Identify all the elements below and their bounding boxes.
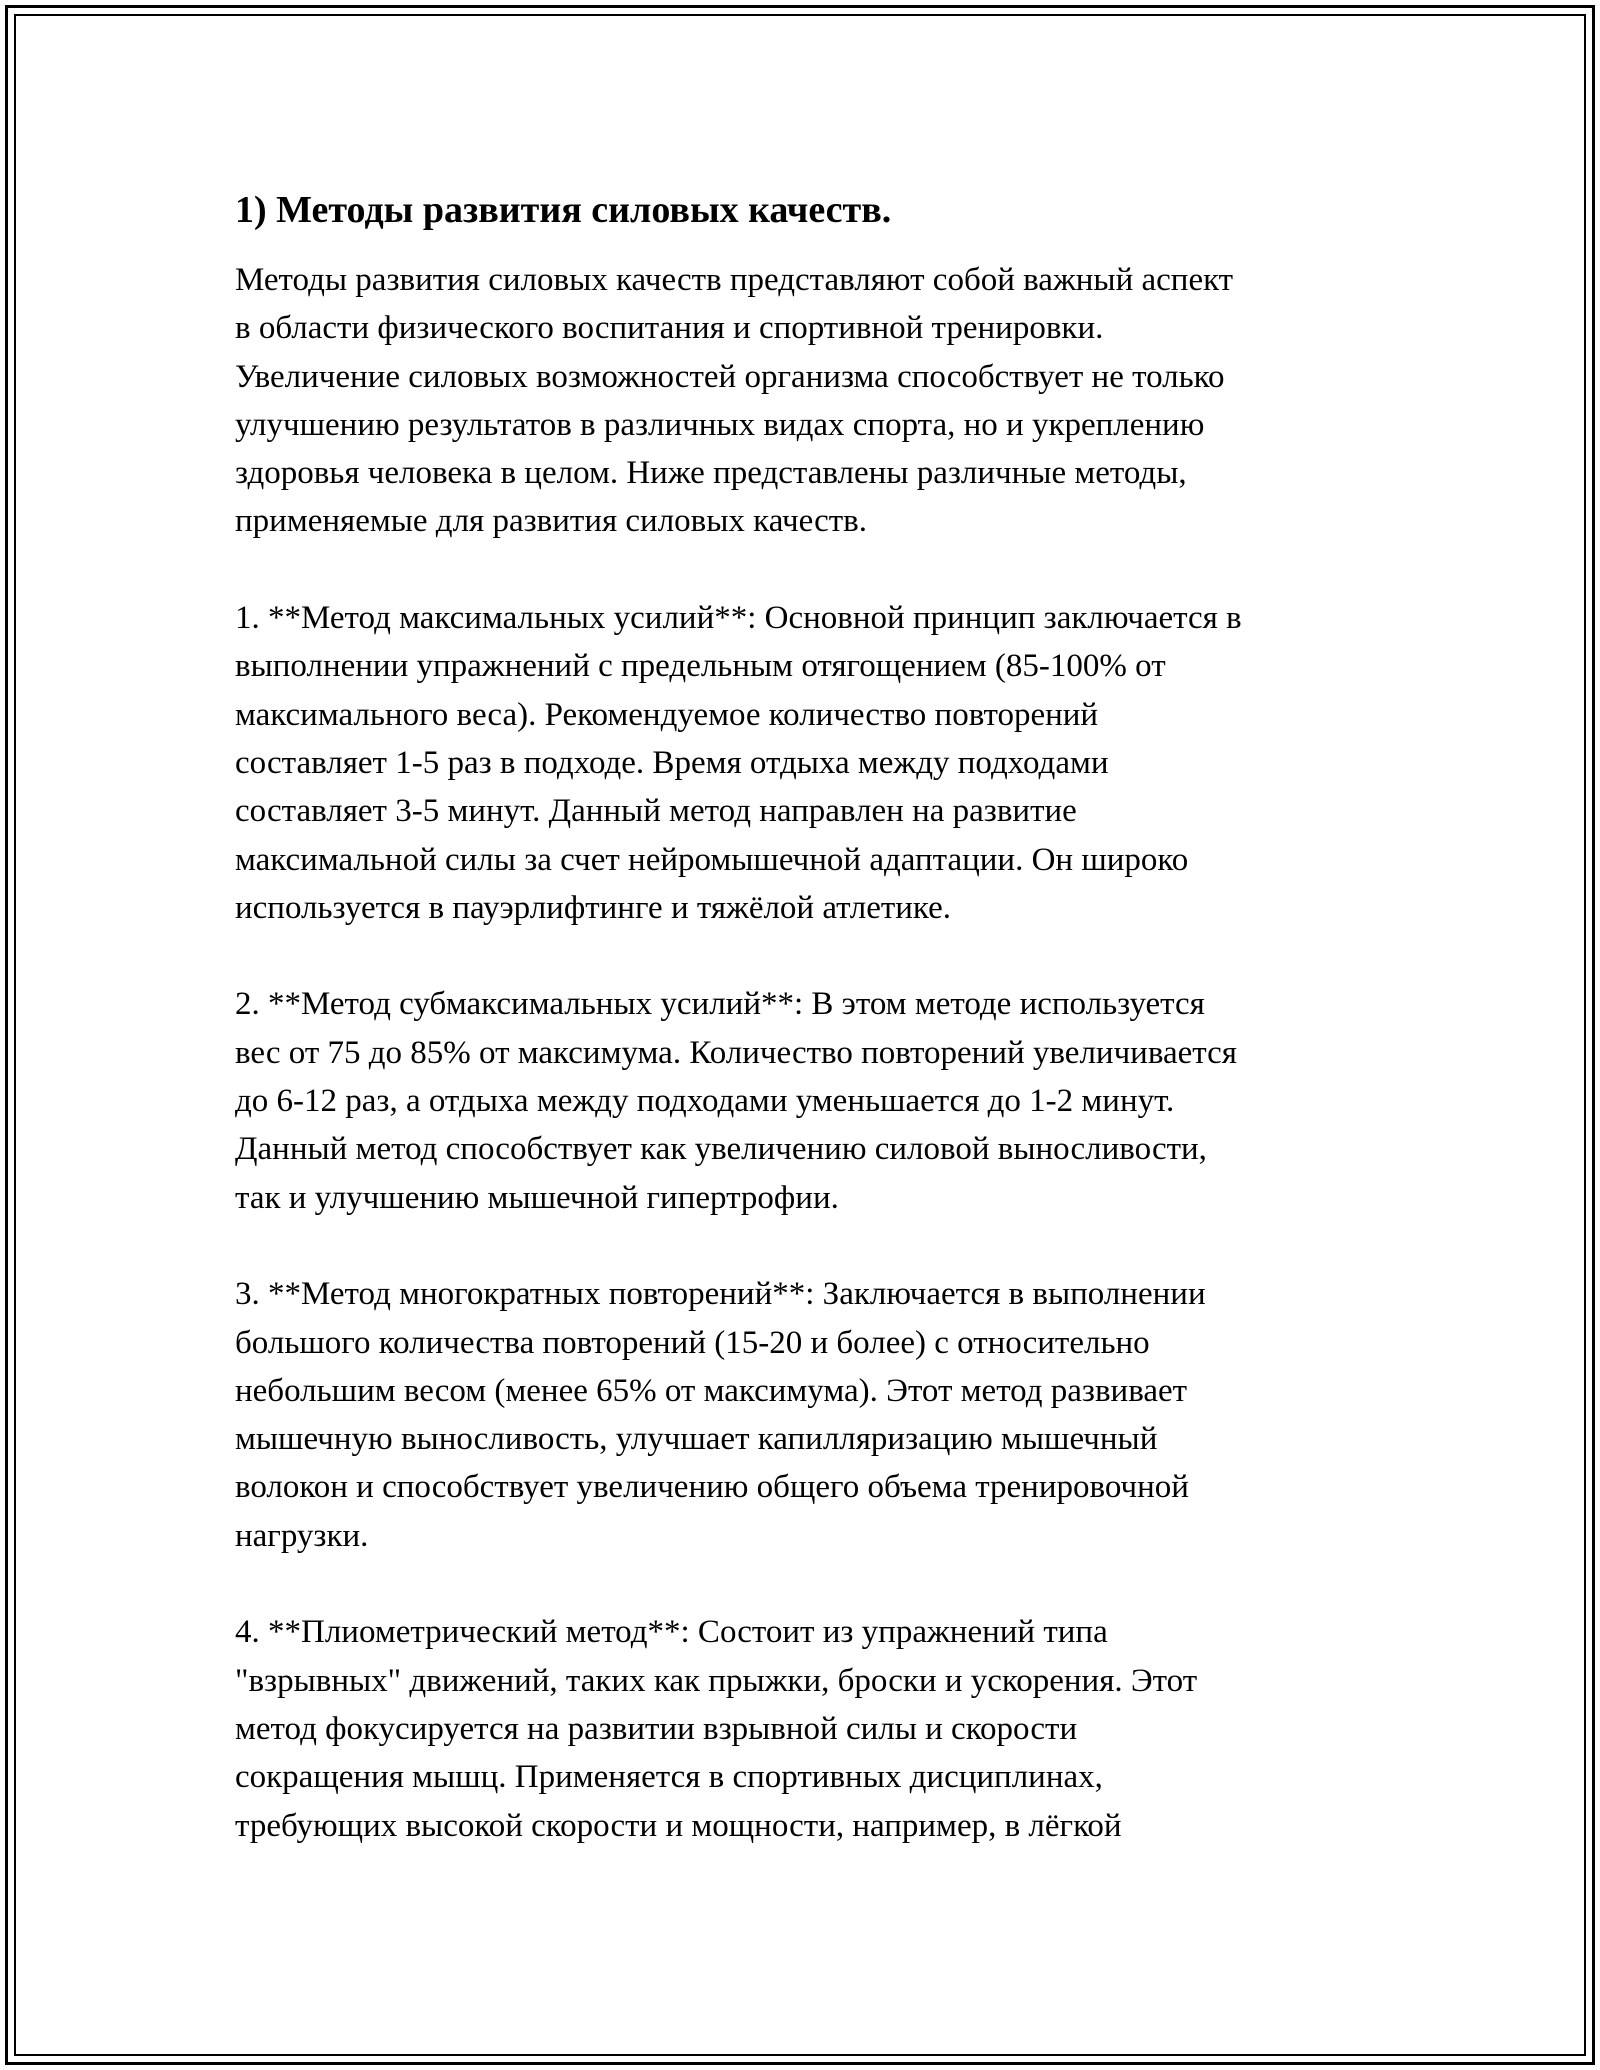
text-line: применяемые для развития силовых качеств. — [235, 503, 868, 540]
text-line: составляет 3-5 минут. Данный метод направлен на развитие — [235, 793, 1077, 830]
text-line: большого количества повторений (15-20 и более) с относительно — [235, 1324, 1150, 1361]
text-line: вес от 75 до 85% от максимума. Количество повторений увеличивается — [235, 1034, 1237, 1071]
text-line: выполнении упражнений с предельным отягощением (85-100% от — [235, 648, 1166, 685]
text-line: 1. **Метод максимальных усилий**: Основной принцип заключается в — [235, 600, 1242, 637]
paragraph-method-2 — [235, 980, 1370, 1221]
text-line: максимальной силы за счет нейромышечной адаптации. Он широко — [235, 841, 1189, 878]
paragraph-method-1 — [235, 594, 1370, 932]
paragraph-method-3 — [235, 1270, 1370, 1560]
text-line: улучшению результатов в различных видах спорта, но и укреплению — [235, 406, 1205, 443]
text-line: мышечную выносливость, улучшает капилляризацию мышечный — [235, 1421, 1158, 1458]
section-heading: 1) Методы развития силовых качеств. — [235, 189, 892, 231]
text-line: составляет 1-5 раз в подходе. Время отдыха между подходами — [235, 744, 1109, 781]
text-line: небольшим весом (менее 65% от максимума). Этот метод развивает — [235, 1372, 1188, 1409]
text-line: в области физического воспитания и спортивной тренировки. — [235, 310, 1104, 347]
text-line: нагрузки. — [235, 1517, 369, 1554]
text-line: Увеличение силовых возможностей организма способствует не только — [235, 358, 1225, 395]
text-line: метод фокусируется на развитии взрывной силы и скорости — [235, 1710, 1078, 1747]
text-line: максимального веса). Рекомендуемое количество повторений — [235, 696, 1099, 733]
text-line: так и улучшению мышечной гипертрофии. — [235, 1179, 839, 1216]
document-body — [235, 186, 1370, 1898]
text-line: 4. **Плиометрический метод**: Состоит из упражнений типа — [235, 1614, 1108, 1651]
text-line: требующих высокой скорости и мощности, например, в лёгкой — [235, 1807, 1122, 1844]
text-line: сокращения мышц. Применяется в спортивных дисциплинах, — [235, 1759, 1103, 1796]
text-line: здоровья человека в целом. Ниже представлены различные методы, — [235, 455, 1187, 492]
paragraph-method-4 — [235, 1608, 1370, 1849]
text-line: используется в пауэрлифтинге и тяжёлой атлетике. — [235, 889, 952, 926]
paragraph-intro — [235, 256, 1370, 546]
text-line: волокон и способствует увеличению общего объема тренировочной — [235, 1469, 1189, 1506]
text-line: до 6-12 раз, а отдыха между подходами уменьшается до 1-2 минут. — [235, 1083, 1175, 1120]
text-line: "взрывных" движений, таких как прыжки, броски и ускорения. Этот — [235, 1662, 1198, 1699]
text-line: 2. **Метод субмаксимальных усилий**: В этом методе используется — [235, 986, 1205, 1023]
text-line: Методы развития силовых качеств представляют собой важный аспект — [235, 262, 1234, 298]
text-line: 3. **Метод многократных повторений**: Заключается в выполнении — [235, 1276, 1206, 1313]
text-line: Данный метод способствует как увеличению силовой выносливости, — [235, 1131, 1207, 1168]
